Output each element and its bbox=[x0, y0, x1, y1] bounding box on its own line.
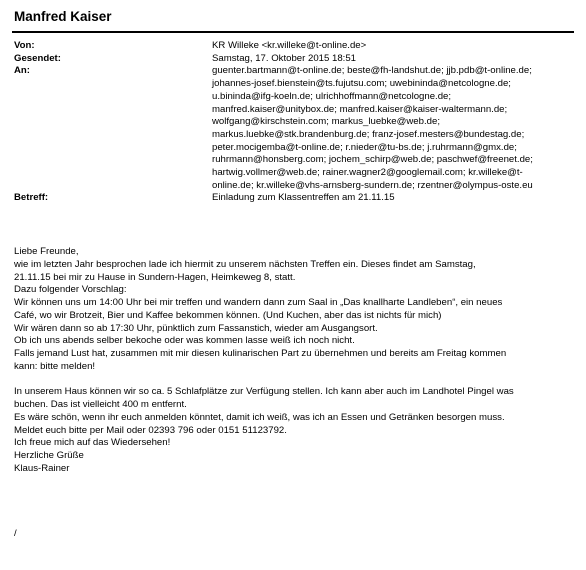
recipient-line: johannes-josef.bienstein@ts.fujutsu.com; uwebininda@netcologne.de; bbox=[212, 78, 511, 90]
recipient-line: wolfgang@kirschstein.com; markus_luebke@web.de; bbox=[212, 116, 440, 128]
recipient-line: online.de; kr.willeke@vhs-arnsberg-sundern.de; rzentner@olympus-oste.eu bbox=[212, 179, 533, 191]
subject-label: Betreff: bbox=[14, 192, 49, 204]
body-line: Herzliche Grüße bbox=[14, 450, 84, 461]
from-row bbox=[14, 40, 574, 53]
body-line: Falls jemand Lust hat, zusammen mit mir diesen kulinarischen Part zu übernehmen und bereits am Freitag kommen bbox=[14, 348, 507, 359]
body-line: Liebe Freunde, bbox=[14, 246, 79, 257]
body-line: Ob ich uns abends selber bekoche oder was kommen lasse weiß ich noch nicht. bbox=[14, 335, 355, 347]
body-line: Klaus-Rainer bbox=[14, 462, 70, 474]
recipient-line: manfred.kaiser@unitybox.de; manfred.kaiser@kaiser-waltermann.de; bbox=[212, 103, 508, 115]
body-line: Meldet euch bitte per Mail oder 02393 796 oder 0151 51123792. bbox=[14, 424, 287, 436]
body-line: Wir können uns um 14:00 Uhr bei mir treffen und wandern dann zum Saal in „Das knallharte Landleben“, ein neues bbox=[14, 297, 503, 308]
email-metadata bbox=[14, 40, 574, 205]
recipient-line: hartwig.vollmer@web.de; rainer.wagner2@googlemail.com; kr.willeke@t- bbox=[212, 167, 523, 179]
recipient-line: peter.mocigemba@t-online.de; r.nieder@tu-bs.de; j.ruhrmann@gmx.de; bbox=[212, 141, 517, 153]
body-line: Es wäre schön, wenn ihr euch anmelden könntet, damit ich weiß, was ich an Essen und Getränken besorgen muss. bbox=[14, 411, 505, 423]
body-line: wie im letzten Jahr besprochen lade ich hiermit zu unserem nächsten Treffen ein. Dieses findet am Samstag, bbox=[14, 258, 476, 270]
body-line: kann: bitte melden! bbox=[14, 360, 96, 372]
sender-name-heading: Manfred Kaiser bbox=[14, 9, 112, 24]
body-line: Ich freue mich auf das Wiedersehen! bbox=[14, 437, 171, 449]
recipient-line: guenter.bartmann@t-online.de; beste@fh-landshut.de; jjb.pdb@t-online.de; bbox=[212, 65, 532, 77]
from-value: KR Willeke <kr.willeke@t-online.de> bbox=[212, 40, 367, 51]
body-line bbox=[14, 374, 574, 387]
body-line: In unserem Haus können wir so ca. 5 Schlafplätze zur Verfügung stellen. Ich kann aber auch im Landhotel Pingel was bbox=[14, 386, 514, 398]
subject-value: Einladung zum Klassentreffen am 21.11.15 bbox=[212, 192, 395, 204]
header-divider bbox=[12, 31, 574, 33]
email-body bbox=[14, 246, 574, 476]
sent-label: Gesendet: bbox=[14, 52, 61, 64]
to-label: An: bbox=[14, 65, 30, 77]
body-line: Wir wären dann so ab 17:30 Uhr, pünktlich zum Fassanstich, wieder am Ausgangsort. bbox=[14, 322, 378, 334]
recipient-line: ruhrmann@honsberg.com; jochem_schirp@web.de; paschwef@freenet.de; bbox=[212, 154, 533, 166]
body-line: Café, wo wir Brotzeit, Bier und Kaffee bekommen können. (Und Kuchen, aber das ist nichts für mich) bbox=[14, 309, 442, 321]
body-line: 21.11.15 bei mir zu Hause in Sundern-Hagen, Heimkeweg 8, statt. bbox=[14, 271, 296, 283]
body-line: Dazu folgender Vorschlag: bbox=[14, 284, 127, 296]
body-line: buchen. Das ist vielleicht 400 m entfernt. bbox=[14, 399, 187, 410]
sent-row bbox=[14, 53, 574, 66]
page-footer-mark: / bbox=[14, 528, 17, 539]
recipient-line: markus.luebke@stk.brandenburg.de; franz-josef.mesters@bundestag.de; bbox=[212, 128, 525, 140]
to-row bbox=[14, 65, 574, 192]
subject-row bbox=[14, 192, 574, 205]
from-label: Von: bbox=[14, 40, 35, 51]
recipient-list bbox=[212, 65, 574, 192]
recipient-line: u.bininda@ifg-koeln.de; ulrichhoffmann@netcologne.de; bbox=[212, 90, 452, 102]
sent-value: Samstag, 17. Oktober 2015 18:51 bbox=[212, 52, 356, 64]
